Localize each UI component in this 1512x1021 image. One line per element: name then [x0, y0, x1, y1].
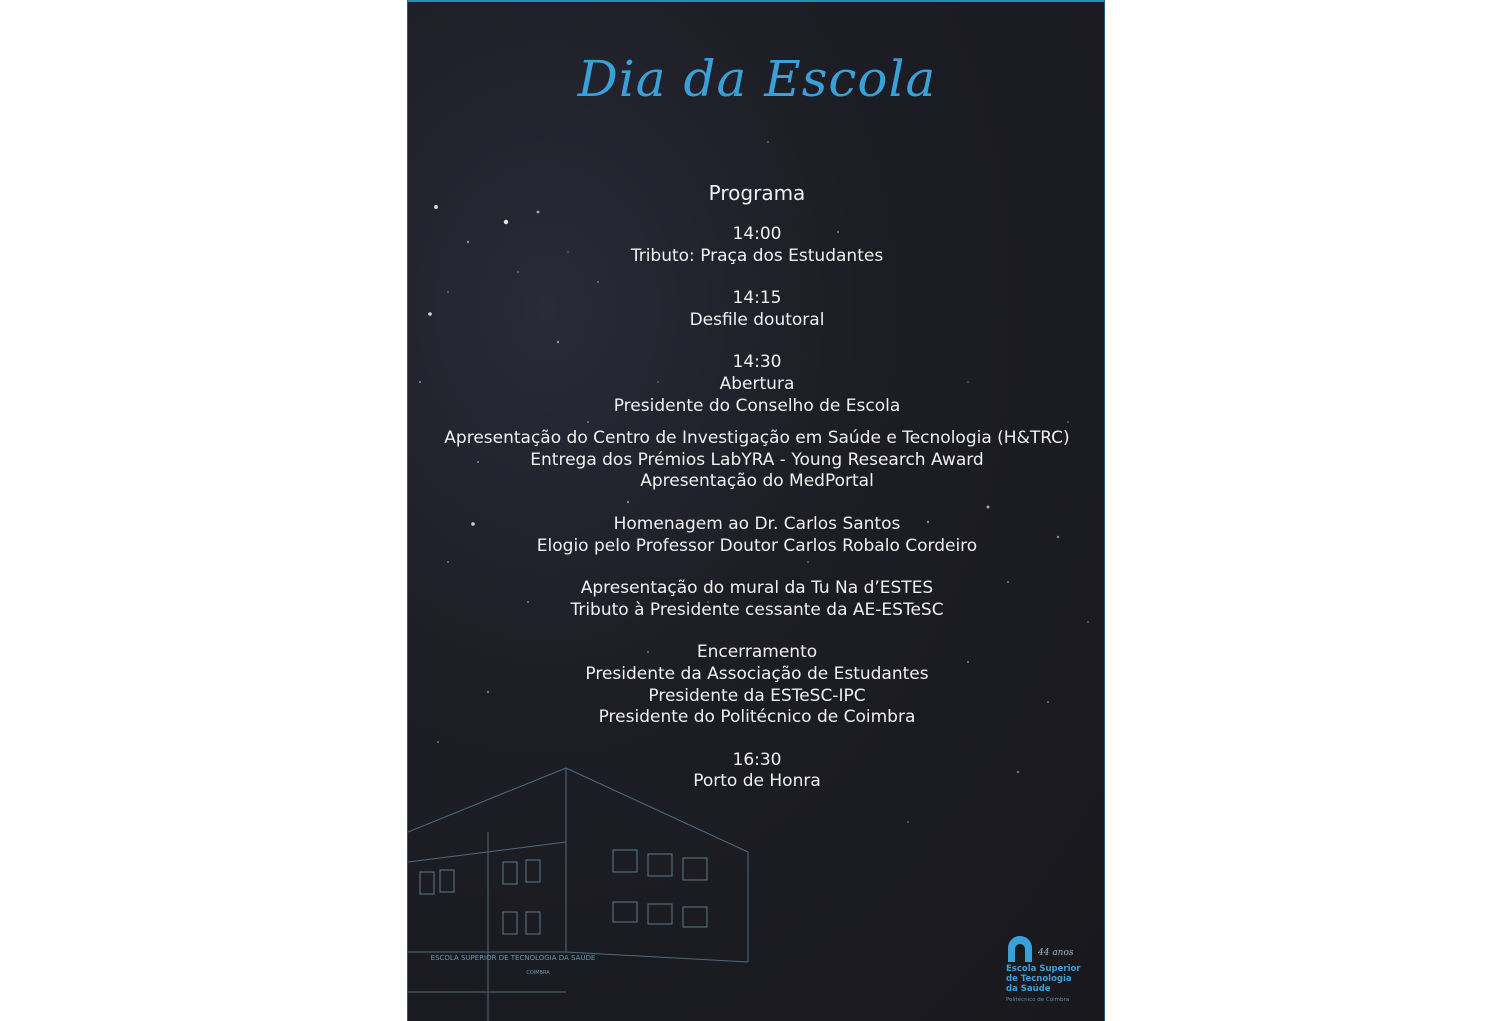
program-item: Apresentação do MedPortal — [640, 471, 874, 492]
program-item: Abertura — [719, 373, 795, 394]
program-item: Tributo à Presidente cessante da AE-ESTeSC — [570, 599, 944, 620]
program-block-1415 — [408, 288, 1105, 331]
building-sign: ESCOLA SUPERIOR DE TECNOLOGIA DA SAÚDE — [430, 954, 596, 962]
logo-school-name: Escola Superior de Tecnologia da Saúde — [1006, 964, 1081, 994]
program-block-1400 — [408, 224, 1105, 267]
building-sign-city: COIMBRA — [526, 970, 550, 976]
arch-logo-icon — [1006, 936, 1034, 962]
program-time: 16:30 — [732, 749, 782, 770]
program-item: Presidente do Conselho de Escola — [613, 395, 901, 416]
program-time: 14:00 — [732, 224, 782, 244]
program-item: Homenagem ao Dr. Carlos Santos — [613, 513, 901, 534]
program-time: 14:15 — [732, 288, 782, 309]
program-item: Porto de Honra — [693, 771, 821, 792]
school-logo — [1006, 936, 1102, 1008]
logo-subtitle: Politécnico de Coimbra — [1006, 997, 1070, 1003]
program-item: Entrega dos Prémios LabYRA - Young Research Award — [530, 449, 984, 470]
program-time: 14:30 — [732, 352, 782, 373]
poster-title: Dia da Escola — [577, 50, 937, 108]
program-block-1430 — [408, 352, 1105, 417]
program-item: Presidente da ESTeSC-IPC — [648, 685, 866, 706]
program-block-closing — [408, 642, 1105, 728]
program-item: Presidente da Associação de Estudantes — [585, 663, 929, 684]
program-block-presentations — [408, 428, 1105, 493]
program-item: Apresentação do Centro de Investigação em Saúde e Tecnologia (H&TRC) — [444, 428, 1070, 449]
event-poster — [407, 0, 1105, 1021]
program-block-mural — [408, 578, 1105, 621]
school-building-illustration — [408, 762, 768, 1021]
program-block-homage — [408, 514, 1105, 557]
program-item: Encerramento — [696, 642, 818, 663]
program-item: Elogio pelo Professor Doutor Carlos Robalo Cordeiro — [536, 535, 978, 556]
program-item: Presidente do Politécnico de Coimbra — [598, 707, 916, 728]
program-item: Apresentação do mural da Tu Na d’ESTES — [580, 578, 934, 599]
program-item: Desfile doutoral — [689, 309, 825, 330]
program-list — [408, 178, 1105, 814]
program-heading: Programa — [708, 181, 806, 205]
logo-years: 44 anos — [1038, 948, 1074, 958]
program-item: Tributo: Praça dos Estudantes — [630, 245, 884, 266]
